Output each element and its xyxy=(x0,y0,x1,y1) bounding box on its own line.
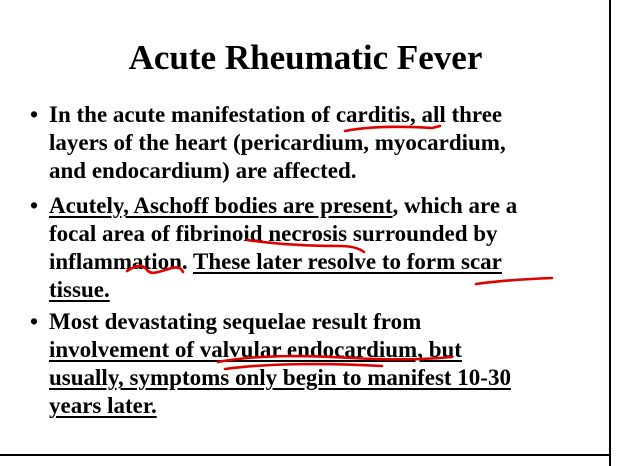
bullet-line xyxy=(49,192,517,220)
bullet-line xyxy=(49,101,502,129)
annotation-underline-scar xyxy=(476,278,552,284)
text-run: , all three xyxy=(409,102,503,127)
bullet-line xyxy=(49,392,157,420)
bullet-line xyxy=(49,364,511,392)
bullet-line xyxy=(49,336,462,364)
bullet-line xyxy=(49,248,502,276)
slide-title: Acute Rheumatic Fever xyxy=(128,38,483,77)
text-run: In the acute manifestation of xyxy=(49,102,336,127)
underlined-text: involvement of valvular endocardium, but xyxy=(49,337,462,362)
bullet-line xyxy=(49,220,498,248)
underlined-text: These later resolve to form scar xyxy=(192,249,502,274)
underlined-text: usually, symptoms only begin to manifest 10-30 xyxy=(49,365,511,390)
text-run: layers of the heart (pericardium, myocardium, xyxy=(49,130,506,155)
bullet-dot: • xyxy=(29,309,39,334)
slide-border-bottom xyxy=(0,454,611,456)
bullet-dot: • xyxy=(29,193,39,218)
underlined-text: tissue. xyxy=(49,277,110,302)
bullet-dot: • xyxy=(29,102,39,127)
bullet-line xyxy=(49,308,421,336)
text-run: inflammation. xyxy=(49,249,193,274)
text-run: and endocardium) are affected. xyxy=(49,158,357,183)
text-run: , which are a xyxy=(392,193,518,218)
underlined-text: Acutely, Aschoff bodies are present xyxy=(49,193,393,218)
bullet-line xyxy=(49,157,356,185)
text-run: focal area of fibrinoid necrosis surrounded by xyxy=(49,221,498,246)
bullet-line xyxy=(49,276,110,304)
underlined-text: years later. xyxy=(49,393,157,418)
text-run: Most devastating sequelae result from xyxy=(49,309,422,334)
text-run: carditis xyxy=(335,102,410,127)
bullet-line xyxy=(49,129,506,157)
